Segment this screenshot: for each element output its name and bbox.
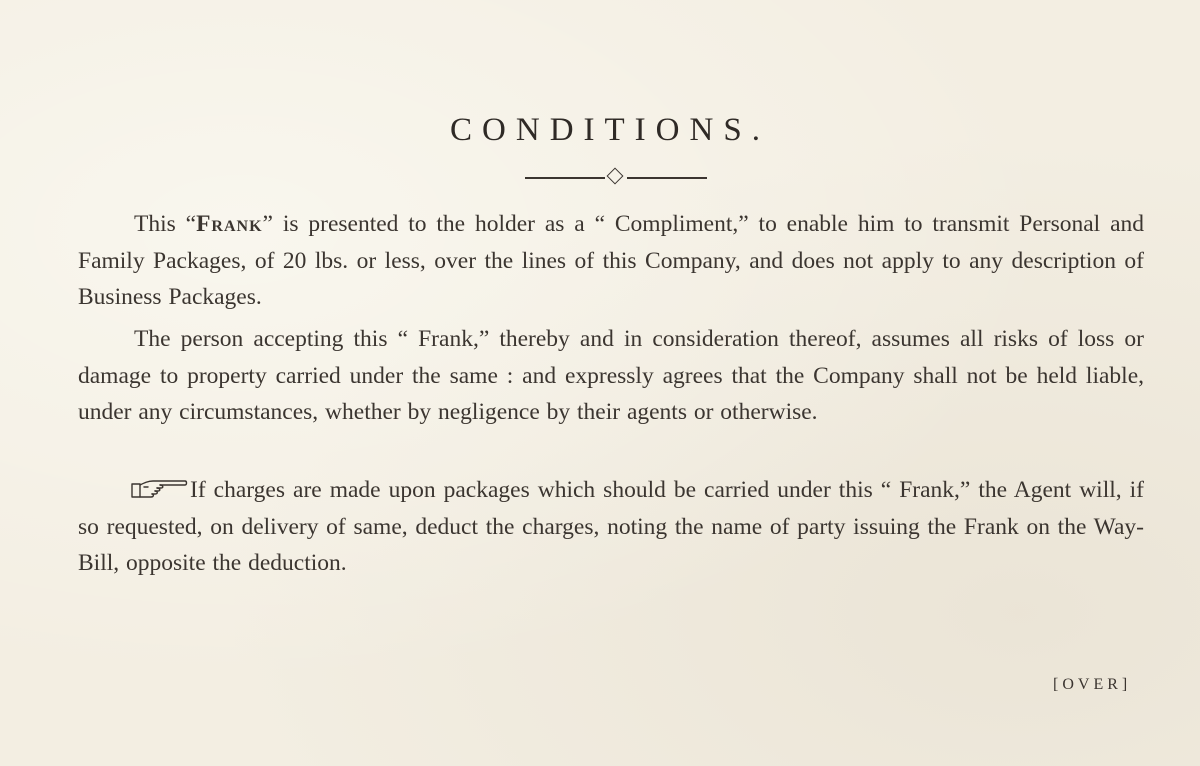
paragraph-1-body: ” is presented to the holder as a “ Compliment,” to enable him to transmit Personal and Family Packages, of 20 lbs. or less, over the lines of this Company, and does not apply to any description of Business Packages. [78, 211, 1144, 310]
over-label: [OVER] [1053, 676, 1132, 693]
pointing-hand-icon [130, 478, 188, 500]
paragraph-2-body: The person accepting this “ Frank,” thereby and in consideration thereof, assumes all risks of loss or damage to property carried under the same : and expressly agrees that the Company shall not be held liable, under any circumstances, whether by negligence by their agents or otherwise. [78, 326, 1144, 425]
condition-paragraph-1 [78, 206, 1144, 316]
condition-paragraph-2 [78, 321, 1144, 431]
paragraph-3-body: If charges are made upon packages which should be carried under this “ Frank,” the Agent will, if so requested, on delivery of same, deduct the charges, noting the name of party issuing the Frank on the Way-Bill, opposite the deduction. [78, 477, 1144, 576]
diamond-icon [607, 168, 624, 185]
frank-term: Frank [196, 211, 263, 237]
paragraph-1-lead: This “ [134, 211, 197, 237]
ornament-rule-right [627, 177, 707, 179]
condition-paragraph-3 [78, 472, 1144, 582]
ornament-rule-left [525, 177, 605, 179]
title-ornament [525, 165, 707, 189]
card-title: CONDITIONS. [450, 112, 770, 148]
